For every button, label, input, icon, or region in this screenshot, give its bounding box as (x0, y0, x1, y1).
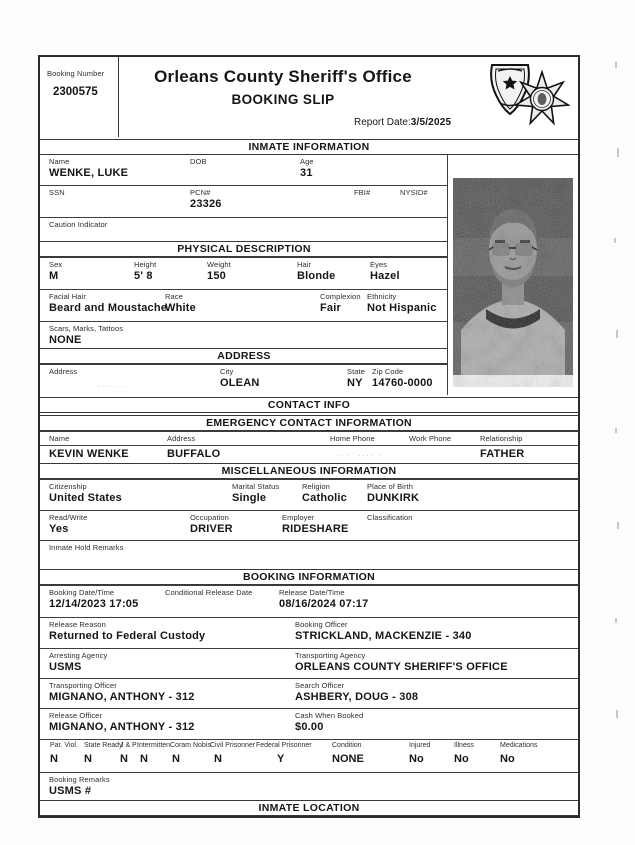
place-of-birth-field: Place of Birth DUNKIRK (367, 482, 420, 504)
status-flags-row (40, 739, 578, 772)
address-field: Address (49, 367, 78, 376)
condition-label: Condition (332, 742, 362, 749)
eyes-field: Eyes Hazel (370, 260, 400, 282)
caution-row (40, 217, 448, 241)
booking-number-label: Booking Number (47, 69, 105, 78)
conditional-release-field: Conditional Release Date (165, 588, 253, 597)
flag-state-ready-label: State Ready (84, 742, 123, 749)
facial-hair-field: Facial Hair Beard and Moustache (49, 292, 168, 314)
hold-remarks-row (40, 540, 578, 567)
height-field: Height 5' 8 (134, 260, 157, 282)
agency-title: Orleans County Sheriff's Office (154, 67, 412, 86)
relationship-value: FATHER (480, 448, 525, 460)
name-field: Name WENKE, LUKE (49, 157, 129, 179)
readwrite-row (40, 510, 578, 540)
nysid-field: NYSID# (400, 188, 428, 197)
injured-value: No (409, 753, 424, 765)
booking-number-box (40, 57, 119, 137)
medications-label: Medications (500, 742, 538, 749)
document-title-block (120, 67, 446, 107)
caution-field: Caution Indicator (49, 220, 108, 229)
emergency-name-value: KEVIN WENKE (49, 448, 129, 460)
home-phone-field: Home Phone (330, 434, 375, 443)
booking-remarks-field: Booking Remarks USMS # (49, 775, 110, 797)
flag-civil-prisonner-value: N (214, 753, 222, 765)
illness-label: Illness (454, 742, 474, 749)
emergency-address-value: BUFFALO (167, 448, 221, 460)
inmate-info-grid (40, 155, 578, 395)
sex-field: Sex M (49, 260, 63, 282)
citizenship-row (40, 479, 578, 510)
transporting-officer-field: Transporting Officer MIGNANO, ANTHONY - 312 (49, 681, 195, 703)
state-field: State NY (347, 367, 366, 389)
flag-civil-prisonner-label: Civil Prisonner (210, 742, 256, 749)
booking-officer-field: Booking Officer STRICKLAND, MACKENZIE - 340 (295, 620, 472, 642)
city-field: City OLEAN (220, 367, 260, 389)
flag-intermitten-label: Intermitten (137, 742, 171, 749)
booking-slip-document (38, 55, 580, 818)
ssn-row (40, 185, 448, 217)
citizenship-field: Citizenship United States (49, 482, 122, 504)
work-phone-field: Work Phone (409, 434, 452, 443)
scan-artifact: ..... . (98, 382, 126, 389)
employer-field: Employer RIDESHARE (282, 513, 349, 535)
facial-hair-row (40, 289, 448, 321)
arresting-agency-row (40, 648, 578, 678)
marital-status-field: Marital Status Single (232, 482, 280, 504)
emergency-address-field: Address (167, 434, 196, 443)
flag-federal-prisonner-label: Federal Prisonner (256, 742, 312, 749)
relationship-field: Relationship (480, 434, 523, 443)
flag-coram-nobis-label: Coram Nobis (170, 742, 211, 749)
flag-coram-nobis-value: N (172, 753, 180, 765)
report-date-label: Report Date: (354, 117, 411, 128)
section-inmate-information: INMATE INFORMATION (40, 139, 578, 155)
transporting-agency-field: Transporting Agency ORLEANS COUNTY SHERIFF'S OFFICE (295, 651, 508, 673)
hold-remarks-field: Inmate Hold Remarks (49, 543, 124, 552)
booking-remarks-row (40, 772, 578, 798)
flag-intermitten-value: N (140, 753, 148, 765)
medications-value: No (500, 753, 515, 765)
occupation-field: Occupation DRIVER (190, 513, 233, 535)
transporting-officer-row (40, 678, 578, 708)
release-officer-field: Release Officer MIGNANO, ANTHONY - 312 (49, 711, 195, 733)
release-reason-field: Release Reason Returned to Federal Custody (49, 620, 206, 642)
pcn-field: PCN# 23326 (190, 188, 222, 210)
sheriff-badge-icon (485, 59, 573, 135)
search-officer-field: Search Officer ASHBERY, DOUG - 308 (295, 681, 419, 703)
hair-field: Hair Blonde (297, 260, 336, 282)
name-row (40, 155, 448, 185)
scars-field: Scars, Marks, Tattoos NONE (49, 324, 124, 346)
inmate-mugshot-photo (453, 178, 573, 387)
race-field: Race White (165, 292, 196, 314)
readwrite-field: Read/Write Yes (49, 513, 88, 535)
address-row (40, 364, 448, 395)
flag-par-viol-label: Par. Viol. (50, 742, 78, 749)
section-physical-description: PHYSICAL DESCRIPTION (40, 241, 448, 257)
weight-field: Weight 150 (207, 260, 231, 282)
emergency-name-field: Name (49, 434, 70, 443)
condition-value: NONE (332, 753, 364, 765)
booking-datetime-row (40, 585, 578, 617)
sex-row (40, 257, 448, 289)
complexion-field: Complexion Fair (320, 292, 361, 314)
report-date-value: 3/5/2025 (410, 117, 452, 128)
injured-label: Injured (409, 742, 431, 749)
cash-when-booked-field: Cash When Booked $0.00 (295, 711, 364, 733)
arresting-agency-field: Arresting Agency USMS (49, 651, 108, 673)
ssn-field: SSN (49, 188, 65, 197)
age-field: Age 31 (300, 157, 314, 179)
emergency-contact-row (40, 431, 578, 461)
flag-jp-label: J & P (120, 742, 137, 749)
section-address: ADDRESS (40, 348, 448, 364)
photo-cell (447, 155, 578, 395)
section-miscellaneous: MISCELLANEOUS INFORMATION (40, 463, 578, 479)
religion-field: Religion Catholic (302, 482, 347, 504)
flag-jp-value: N (120, 753, 128, 765)
flag-par-viol-value: N (50, 753, 58, 765)
illness-value: No (454, 753, 469, 765)
dob-field: DOB (190, 157, 207, 166)
release-reason-row (40, 617, 578, 648)
fbi-field: FBI# (354, 188, 371, 197)
label-divider (40, 445, 578, 446)
document-header (40, 57, 578, 137)
section-emergency-contact: EMERGENCY CONTACT INFORMATION (40, 415, 578, 431)
scars-row (40, 321, 448, 348)
booking-datetime-field: Booking Date/Time 12/14/2023 17:05 (49, 588, 139, 610)
release-datetime-field: Release Date/Time 08/16/2024 07:17 (279, 588, 369, 610)
flag-federal-prisonner-value: Y (277, 753, 285, 765)
document-type-title: BOOKING SLIP (231, 92, 335, 107)
section-inmate-location: INMATE LOCATION (40, 800, 578, 816)
flag-state-ready-value: N (84, 753, 92, 765)
booking-number-value: 2300575 (53, 86, 98, 98)
report-date (354, 117, 451, 128)
release-officer-row (40, 708, 578, 739)
section-booking-information: BOOKING INFORMATION (40, 569, 578, 585)
ethnicity-field: Ethnicity Not Hispanic (367, 292, 437, 314)
classification-field: Classification (367, 513, 413, 522)
scan-artifact: .. . .... . (335, 451, 383, 458)
section-contact-info: CONTACT INFO (40, 397, 578, 413)
zip-field: Zip Code 14760-0000 (372, 367, 433, 389)
